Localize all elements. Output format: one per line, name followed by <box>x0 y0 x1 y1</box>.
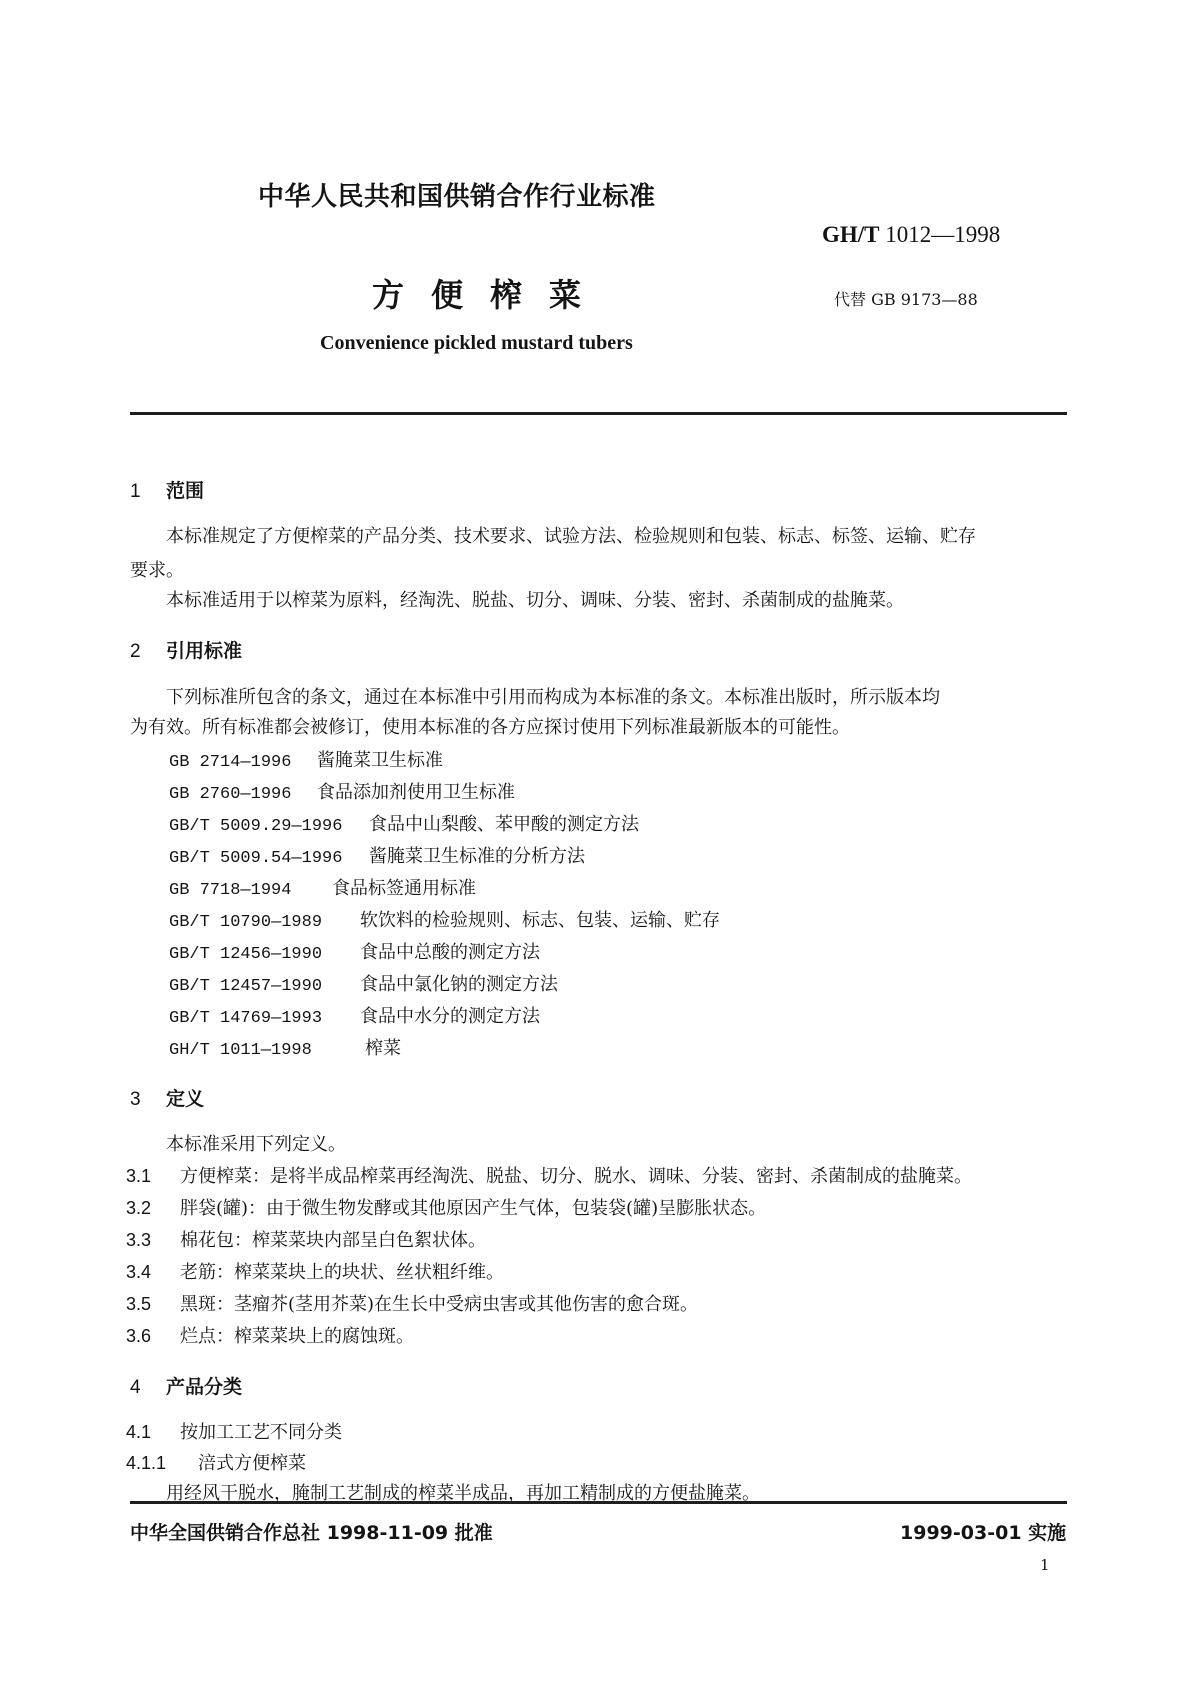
definition-text: 烂点：榨菜菜块上的腐蚀斑。 <box>180 1326 414 1347</box>
reference-item <box>169 778 515 804</box>
definition-number: 3.1 <box>126 1166 152 1186</box>
reference-name: 食品中山梨酸、苯甲酸的测定方法 <box>369 814 639 835</box>
section-4-heading <box>130 1372 242 1399</box>
definition-item <box>126 1194 766 1220</box>
paragraph-line: 为有效。所有标准都会被修订，使用本标准的各方应探讨使用下列标准最新版本的可能性。 <box>130 717 850 738</box>
reference-code: GB 2714—1996 <box>169 753 292 772</box>
section-title: 引用标准 <box>166 640 243 662</box>
section-number: 2 <box>130 641 141 662</box>
reference-item <box>169 842 585 868</box>
subsection-item <box>126 1449 306 1475</box>
reference-item <box>169 938 540 964</box>
definition-text: 方便榨菜：是将半成品榨菜再经淘洗、脱盐、切分、脱水、调味、分装、密封、杀菌制成的盐腌菜。 <box>180 1166 972 1187</box>
paragraph-line: 用经风干脱水，腌制工艺制成的榨菜半成品，再加工精制成的方便盐腌菜。 <box>166 1483 760 1504</box>
subsection-text: 涪式方便榨菜 <box>198 1453 306 1474</box>
subsection-number: 4.1.1 <box>126 1453 167 1473</box>
reference-code: GB/T 5009.54—1996 <box>169 849 343 868</box>
reference-name: 酱腌菜卫生标准 <box>317 750 443 771</box>
reference-item <box>169 1002 540 1028</box>
reference-name: 榨菜 <box>365 1038 401 1059</box>
definition-number: 3.2 <box>126 1198 152 1218</box>
subsection-item <box>126 1418 342 1444</box>
paragraph-line: 下列标准所包含的条文，通过在本标准中引用而构成为本标准的条文。本标准出版时，所示版本均 <box>166 687 940 708</box>
definition-item <box>126 1290 698 1316</box>
section-number: 4 <box>130 1377 141 1398</box>
issuing-organization: 中华人民共和国供销合作行业标准 <box>258 182 656 212</box>
definition-number: 3.3 <box>126 1230 152 1250</box>
standard-code <box>822 222 1000 248</box>
definition-text: 黑斑：茎瘤芥(茎用芥菜)在生长中受病虫害或其他伤害的愈合斑。 <box>180 1294 699 1315</box>
section-title: 产品分类 <box>166 1376 243 1398</box>
reference-name: 食品添加剂使用卫生标准 <box>317 782 515 803</box>
reference-item <box>169 1034 401 1060</box>
paragraph-line: 本标准规定了方便榨菜的产品分类、技术要求、试验方法、检验规则和包装、标志、标签、运输、贮存 <box>166 526 976 547</box>
reference-code: GB 2760—1996 <box>169 785 292 804</box>
reference-item <box>169 810 639 836</box>
replaces-standard: 代替 GB 9173—88 <box>834 290 978 309</box>
definition-number: 3.5 <box>126 1294 152 1314</box>
definition-item <box>126 1322 414 1348</box>
reference-code: GB/T 12457—1990 <box>169 977 323 996</box>
reference-name: 食品中总酸的测定方法 <box>360 942 540 963</box>
definition-text: 胖袋(罐)：由于微生物发酵或其他原因产生气体，包装袋(罐)呈膨胀状态。 <box>180 1198 767 1219</box>
reference-name: 食品中水分的测定方法 <box>360 1006 540 1027</box>
section-3-heading <box>130 1084 204 1111</box>
reference-code: GB/T 10790—1989 <box>169 913 323 932</box>
paragraph-line: 要求。 <box>130 560 184 581</box>
definition-item <box>126 1162 972 1188</box>
reference-name: 食品中氯化钠的测定方法 <box>360 974 558 995</box>
subsection-text: 按加工工艺不同分类 <box>180 1422 342 1443</box>
reference-code: GH/T 1011—1998 <box>169 1041 312 1060</box>
reference-item <box>169 970 558 996</box>
approval-note: 中华全国供销合作总社 1998-11-09 批准 <box>130 1522 493 1544</box>
reference-code: GB/T 14769—1993 <box>169 1009 323 1028</box>
definition-number: 3.6 <box>126 1326 152 1346</box>
reference-name: 酱腌菜卫生标准的分析方法 <box>369 846 585 867</box>
section-2-heading <box>130 636 242 663</box>
definition-text: 棉花包：榨菜菜块内部呈白色絮状体。 <box>180 1230 486 1251</box>
reference-item <box>169 906 720 932</box>
reference-code: GB 7718—1994 <box>169 881 292 900</box>
reference-name: 食品标签通用标准 <box>332 878 476 899</box>
standard-code-prefix: GH/T <box>822 222 880 247</box>
effective-date: 1999-03-01 实施 <box>900 1522 1067 1544</box>
section-title: 定义 <box>166 1088 205 1110</box>
section-1-heading <box>130 476 204 503</box>
reference-code: GB/T 5009.29—1996 <box>169 817 343 836</box>
footer-divider <box>130 1501 1067 1504</box>
document-title: 方便榨菜 <box>372 276 609 314</box>
definition-number: 3.4 <box>126 1262 152 1282</box>
section-number: 3 <box>130 1089 141 1110</box>
reference-item <box>169 874 476 900</box>
english-title: Convenience pickled mustard tubers <box>320 332 633 354</box>
definition-text: 老筋：榨菜菜块上的块状、丝状粗纤维。 <box>180 1262 504 1283</box>
paragraph-line: 本标准适用于以榨菜为原料，经淘洗、脱盐、切分、调味、分装、密封、杀菌制成的盐腌菜。 <box>166 590 904 611</box>
standard-code-number: 1012—1998 <box>885 222 1001 247</box>
section-title: 范围 <box>166 480 205 502</box>
section-number: 1 <box>130 481 141 502</box>
page-number: 1 <box>1040 1556 1050 1574</box>
reference-code: GB/T 12456—1990 <box>169 945 323 964</box>
paragraph-line: 本标准采用下列定义。 <box>166 1134 346 1155</box>
definition-item <box>126 1226 486 1252</box>
subsection-number: 4.1 <box>126 1422 152 1442</box>
reference-name: 软饮料的检验规则、标志、包装、运输、贮存 <box>360 910 720 931</box>
definition-item <box>126 1258 504 1284</box>
header-divider <box>130 412 1067 415</box>
reference-item <box>169 746 443 772</box>
